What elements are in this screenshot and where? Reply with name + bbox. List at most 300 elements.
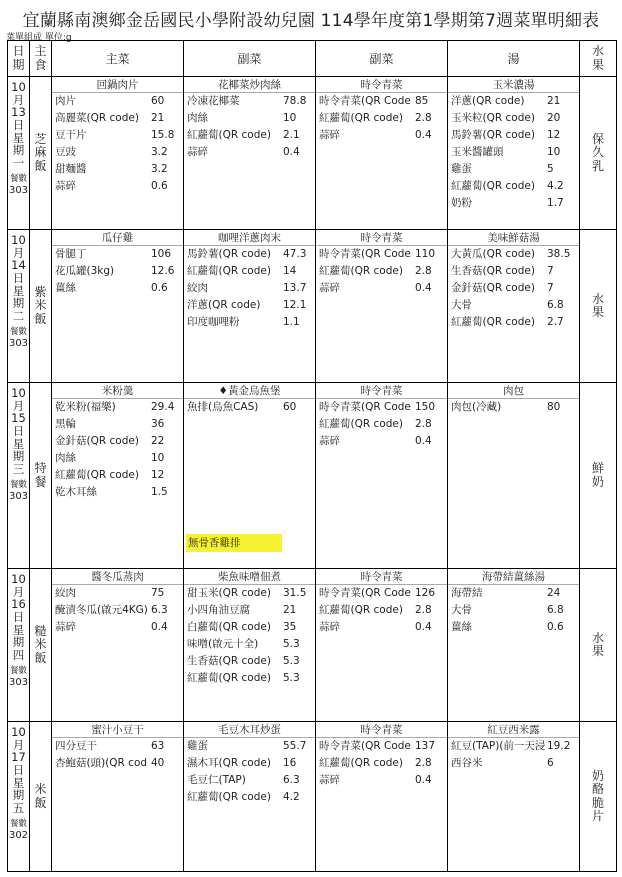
staple-vertical xyxy=(30,462,51,488)
date-char: 期 xyxy=(12,788,25,803)
ingredient-row xyxy=(448,161,579,178)
ingredient-row xyxy=(316,246,447,263)
ingredient-qty: 78.8 xyxy=(283,95,307,107)
fruit-char: 鮮 xyxy=(591,461,604,476)
ingredient-name: 甜麵醬 xyxy=(55,163,87,175)
date-vertical xyxy=(8,234,29,349)
ingredient-name: 馬鈴薯(QR code) xyxy=(451,129,535,141)
ingredient-name: 蒜碎 xyxy=(319,129,340,141)
ingredient-name: 紅蘿蔔(QR code) xyxy=(187,265,271,277)
ingredient-qty: 14 xyxy=(283,265,297,277)
ingredient-qty: 13.7 xyxy=(283,282,307,294)
ingredient-name: 花瓜罐(3kg) xyxy=(55,265,115,277)
ingredient-row xyxy=(448,755,579,772)
ingredient-name: 雞蛋 xyxy=(451,163,472,175)
staple-vertical xyxy=(30,625,51,665)
staple-vertical xyxy=(30,286,51,326)
ingredient-name: 高麗菜(QR code) xyxy=(55,112,139,124)
ingredient-qty: 40 xyxy=(151,757,165,769)
ingredient-qty: 110 xyxy=(415,248,436,260)
staple-cell xyxy=(30,77,52,230)
ingredient-name: 肉片 xyxy=(55,95,76,107)
ingredient-row xyxy=(184,619,315,636)
date-vertical xyxy=(8,81,29,196)
side2-dish-cell xyxy=(316,569,448,722)
date-char: 期 xyxy=(12,449,25,464)
ingredient-name: 大骨 xyxy=(451,604,472,616)
ingredient-qty: 47.3 xyxy=(283,248,307,260)
ingredient-row xyxy=(316,772,447,789)
ingredient-name: 骨腿丁 xyxy=(55,248,87,260)
fruit-char: 奶 xyxy=(591,474,604,489)
ingredient-name: 濕木耳(QR code) xyxy=(187,757,271,769)
menu-table xyxy=(7,40,617,872)
ingredient-row xyxy=(448,297,579,314)
ingredient-row xyxy=(184,93,315,110)
ingredient-qty: 5.3 xyxy=(283,638,300,650)
side2-dish-cell xyxy=(316,77,448,230)
ingredient-qty: 12 xyxy=(151,469,165,481)
ingredient-row xyxy=(448,585,579,602)
soup-dish-cell xyxy=(448,383,580,569)
ingredient-name: 毛豆仁(TAP) xyxy=(187,774,246,786)
dish-name: 咖哩洋蔥肉末 xyxy=(184,230,315,246)
ingredient-name: 冷凍花椰菜 xyxy=(187,95,240,107)
ingredient-name: 紅蘿蔔(QR code) xyxy=(319,757,403,769)
ingredient-name: 玉米醬罐頭 xyxy=(451,146,504,158)
date-cell xyxy=(8,230,30,383)
ingredient-name: 絞肉 xyxy=(55,587,76,599)
ingredient-name: 洋蔥(QR code) xyxy=(451,95,525,107)
ingredient-row xyxy=(184,602,315,619)
meal-count-label: 餐數 xyxy=(9,480,27,491)
day-row xyxy=(8,77,617,230)
ingredient-qty: 5 xyxy=(547,163,554,175)
fruit-char: 片 xyxy=(591,808,604,823)
ingredient-row xyxy=(184,110,315,127)
ingredient-row xyxy=(184,263,315,280)
ingredient-name: 味噌(啟元十全) xyxy=(187,638,259,650)
ingredient-name: 時令青菜(QR Code xyxy=(319,740,411,752)
meal-count-value: 303 xyxy=(8,676,29,688)
meal-count-label: 餐數 xyxy=(9,174,27,185)
ingredient-row xyxy=(184,127,315,144)
ingredient-row xyxy=(316,619,447,636)
ingredient-qty: 2.1 xyxy=(283,129,300,141)
ingredient-name: 海帶結 xyxy=(451,587,483,599)
date-char: 星 xyxy=(12,130,25,145)
ingredient-qty: 80 xyxy=(547,401,561,413)
staple-char: 飯 xyxy=(34,795,47,810)
main-dish-cell xyxy=(52,230,184,383)
soup-dish-cell xyxy=(448,230,580,383)
staple-vertical xyxy=(30,133,51,173)
ingredient-row xyxy=(52,93,183,110)
ingredient-qty: 6.8 xyxy=(547,299,564,311)
ingredient-qty: 6.3 xyxy=(151,604,168,616)
ingredient-name: 奶粉 xyxy=(451,197,472,209)
fruit-char: 保 xyxy=(591,132,604,147)
ingredient-qty: 4.2 xyxy=(547,180,564,192)
ingredient-qty: 10 xyxy=(151,452,165,464)
ingredient-name: 肉絲 xyxy=(55,452,76,464)
fruit-char: 水 xyxy=(591,630,604,645)
staple-vertical xyxy=(30,783,51,809)
ingredient-qty: 10 xyxy=(283,112,297,124)
fruit-vertical xyxy=(580,133,616,173)
date-char: 10 xyxy=(11,725,26,739)
ingredient-qty: 31.5 xyxy=(283,587,307,599)
ingredient-row xyxy=(448,127,579,144)
ingredient-row xyxy=(316,263,447,280)
ingredient-name: 洋蔥(QR code) xyxy=(187,299,261,311)
soup-dish-cell xyxy=(448,77,580,230)
ingredient-qty: 0.4 xyxy=(151,621,168,633)
ingredient-row xyxy=(184,738,315,755)
day-row xyxy=(8,230,617,383)
ingredient-qty: 16 xyxy=(283,757,297,769)
main-dish-cell xyxy=(52,569,184,722)
side1-dish-cell xyxy=(184,230,316,383)
day-row xyxy=(8,722,617,872)
ingredient-qty: 0.4 xyxy=(415,774,432,786)
date-char: 四 xyxy=(12,647,25,662)
fruit-char: 果 xyxy=(591,644,604,658)
date-char: 日 xyxy=(12,762,25,777)
staple-char: 餐 xyxy=(34,474,47,489)
ingredient-name: 四分豆干 xyxy=(55,740,97,752)
date-char: 月 xyxy=(12,584,25,599)
ingredient-qty: 3.2 xyxy=(151,146,168,158)
ingredient-qty: 7 xyxy=(547,282,554,294)
ingredient-name: 紅蘿蔔(QR code) xyxy=(319,418,403,430)
ingredient-qty: 6 xyxy=(547,757,554,769)
dish-name: 海帶結薑絲湯 xyxy=(448,569,579,585)
ingredient-name: 醃漬冬瓜(啟元4KG) xyxy=(55,604,148,616)
meal-count-value: 302 xyxy=(8,829,29,841)
ingredient-row xyxy=(52,280,183,297)
ingredient-row xyxy=(316,110,447,127)
date-vertical xyxy=(8,387,29,502)
date-char: 星 xyxy=(12,622,25,637)
day-row xyxy=(8,383,617,569)
ingredient-name: 肉包(冷藏) xyxy=(451,401,502,413)
ingredient-qty: 19.2 xyxy=(547,740,571,752)
staple-char: 飯 xyxy=(34,311,47,326)
ingredient-qty: 63 xyxy=(151,740,165,752)
ingredient-name: 絞肉 xyxy=(187,282,208,294)
ingredient-row xyxy=(448,602,579,619)
fruit-cell xyxy=(580,77,617,230)
ingredient-qty: 0.4 xyxy=(415,129,432,141)
ingredient-qty: 2.7 xyxy=(547,316,564,328)
staple-cell xyxy=(30,230,52,383)
dish-name: 時令青菜 xyxy=(316,722,447,738)
ingredient-qty: 126 xyxy=(415,587,436,599)
dish-name: 毛豆木耳炒蛋 xyxy=(184,722,315,738)
ingredient-name: 蒜碎 xyxy=(319,621,340,633)
date-char: 二 xyxy=(12,308,25,323)
ingredient-row xyxy=(184,280,315,297)
fruit-cell xyxy=(580,722,617,872)
ingredient-qty: 12.6 xyxy=(151,265,175,277)
fruit-char: 水 xyxy=(591,291,604,306)
staple-char: 米 xyxy=(34,782,47,797)
fruit-char: 乳 xyxy=(591,158,604,173)
ingredient-qty: 0.4 xyxy=(283,146,300,158)
ingredient-row xyxy=(184,144,315,161)
header-side2: 副菜 xyxy=(316,41,448,77)
soup-dish-cell xyxy=(448,569,580,722)
ingredient-row xyxy=(316,280,447,297)
ingredient-qty: 0.6 xyxy=(151,180,168,192)
meal-count-label: 餐數 xyxy=(9,819,27,830)
ingredient-name: 印度咖哩粉 xyxy=(187,316,240,328)
meal-count-value: 303 xyxy=(8,184,29,196)
ingredient-row xyxy=(448,399,579,416)
ingredient-name: 薑絲 xyxy=(451,621,472,633)
date-char: 月 xyxy=(12,245,25,260)
ingredient-row xyxy=(448,195,579,212)
ingredient-name: 甜玉米(QR code) xyxy=(187,587,271,599)
ingredient-name: 紅蘿蔔(QR code) xyxy=(319,265,403,277)
staple-char: 麻 xyxy=(34,145,47,160)
ingredient-row xyxy=(52,433,183,450)
main-dish-cell xyxy=(52,722,184,872)
meal-count-value: 303 xyxy=(8,490,29,502)
dish-name: 花椰菜炒肉絲 xyxy=(184,77,315,93)
ingredient-row xyxy=(184,653,315,670)
ingredient-name: 紅蘿蔔(QR code) xyxy=(319,604,403,616)
ingredient-name: 生香菇(QR code) xyxy=(451,265,535,277)
ingredient-qty: 36 xyxy=(151,418,165,430)
header-fruit: 水 果 xyxy=(580,41,617,77)
ingredient-name: 黑輪 xyxy=(55,418,76,430)
ingredient-row xyxy=(184,297,315,314)
ingredient-qty: 12 xyxy=(547,129,561,141)
staple-cell xyxy=(30,383,52,569)
ingredient-qty: 137 xyxy=(415,740,436,752)
fruit-vertical xyxy=(580,462,616,488)
ingredient-name: 紅蘿蔔(QR code) xyxy=(55,469,139,481)
staple-cell xyxy=(30,722,52,872)
ingredient-qty: 24 xyxy=(547,587,561,599)
ingredient-row xyxy=(316,416,447,433)
header-main: 主菜 xyxy=(52,41,184,77)
fruit-cell xyxy=(580,383,617,569)
ingredient-name: 豆干片 xyxy=(55,129,87,141)
date-char: 日 xyxy=(12,270,25,285)
meal-count-value: 303 xyxy=(8,337,29,349)
dish-name: 時令青菜 xyxy=(316,230,447,246)
date-vertical xyxy=(8,573,29,688)
ingredient-qty: 35 xyxy=(283,621,297,633)
side2-dish-cell xyxy=(316,383,448,569)
ingredient-name: 大黃瓜(QR code) xyxy=(451,248,535,260)
ingredient-qty: 2.8 xyxy=(415,604,432,616)
ingredient-name: 紅蘿蔔(QR code) xyxy=(187,129,271,141)
ingredient-name: 雞蛋 xyxy=(187,740,208,752)
staple-char: 飯 xyxy=(34,650,47,665)
ingredient-name: 小四角油豆腐 xyxy=(187,604,250,616)
ingredient-name: 蒜碎 xyxy=(319,282,340,294)
dish-name: 玉米濃湯 xyxy=(448,77,579,93)
date-char: 15 xyxy=(11,411,26,426)
ingredient-row xyxy=(316,399,447,416)
dish-name: 時令青菜 xyxy=(316,383,447,399)
ingredient-qty: 55.7 xyxy=(283,740,307,752)
date-char: 17 xyxy=(11,750,26,765)
staple-char: 飯 xyxy=(34,158,47,173)
staple-char: 特 xyxy=(34,461,47,476)
side1-dish-cell xyxy=(184,77,316,230)
date-char: 10 xyxy=(11,572,26,586)
soup-dish-cell xyxy=(448,722,580,872)
ingredient-row xyxy=(184,314,315,331)
ingredient-qty: 15.8 xyxy=(151,129,175,141)
date-char: 星 xyxy=(12,775,25,790)
date-char: 日 xyxy=(12,423,25,438)
ingredient-row xyxy=(316,585,447,602)
ingredient-qty: 21 xyxy=(547,95,561,107)
ingredient-qty: 2.8 xyxy=(415,265,432,277)
ingredient-name: 肉絲 xyxy=(187,112,208,124)
unit-label: 菜單組成 單位:g xyxy=(6,33,72,43)
ingredient-name: 馬鈴薯(QR code) xyxy=(187,248,271,260)
ingredient-row xyxy=(184,772,315,789)
date-char: 10 xyxy=(11,233,26,247)
main-dish-cell xyxy=(52,77,184,230)
date-char: 期 xyxy=(12,143,25,158)
fruit-vertical xyxy=(580,632,616,658)
ingredient-qty: 5.3 xyxy=(283,672,300,684)
date-char: 10 xyxy=(11,386,26,400)
ingredient-row xyxy=(184,789,315,806)
ingredient-name: 乾木耳絲 xyxy=(55,486,97,498)
date-char: 三 xyxy=(12,461,25,476)
ingredient-name: 生香菇(QR code) xyxy=(187,655,271,667)
ingredient-row xyxy=(52,416,183,433)
ingredient-row xyxy=(316,433,447,450)
ingredient-row xyxy=(52,110,183,127)
date-cell xyxy=(8,569,30,722)
header-soup: 湯 xyxy=(448,41,580,77)
fruit-char: 久 xyxy=(591,145,604,160)
date-cell xyxy=(8,383,30,569)
ingredient-row xyxy=(184,399,315,416)
ingredient-qty: 0.4 xyxy=(415,621,432,633)
fruit-char: 脆 xyxy=(591,795,604,810)
staple-char: 糙 xyxy=(34,624,47,639)
dish-name: 肉包 xyxy=(448,383,579,399)
date-char: 期 xyxy=(12,296,25,311)
ingredient-row xyxy=(52,738,183,755)
date-char: 期 xyxy=(12,635,25,650)
fruit-char: 果 xyxy=(591,305,604,319)
ingredient-qty: 20 xyxy=(547,112,561,124)
ingredient-name: 豆豉 xyxy=(55,146,76,158)
date-cell xyxy=(8,77,30,230)
ingredient-name: 紅蘿蔔(QR code) xyxy=(187,791,271,803)
date-cell xyxy=(8,722,30,872)
ingredient-row xyxy=(448,314,579,331)
header-row xyxy=(8,41,617,77)
fruit-char: 奶 xyxy=(591,769,604,784)
ingredient-row xyxy=(448,110,579,127)
ingredient-row xyxy=(448,178,579,195)
date-char: 五 xyxy=(12,800,25,815)
ingredient-qty: 60 xyxy=(151,95,165,107)
ingredient-qty: 150 xyxy=(415,401,436,413)
staple-char: 米 xyxy=(34,298,47,313)
ingredient-qty: 1.1 xyxy=(283,316,300,328)
ingredient-row xyxy=(316,738,447,755)
staple-char: 芝 xyxy=(34,132,47,147)
ingredient-qty: 75 xyxy=(151,587,165,599)
ingredient-row xyxy=(184,636,315,653)
ingredient-qty: 29.4 xyxy=(151,401,175,413)
ingredient-name: 乾米粉(福樂) xyxy=(55,401,116,413)
ingredient-qty: 0.4 xyxy=(415,282,432,294)
ingredient-name: 玉米粒(QR code) xyxy=(451,112,535,124)
ingredient-qty: 5.3 xyxy=(283,655,300,667)
ingredient-name: 西谷米 xyxy=(451,757,483,769)
date-char: 10 xyxy=(11,80,26,94)
ingredient-row xyxy=(448,280,579,297)
ingredient-name: 大骨 xyxy=(451,299,472,311)
staple-cell xyxy=(30,569,52,722)
ingredient-name: 紅豆(TAP)(前一天浸 xyxy=(451,740,546,752)
fruit-vertical xyxy=(580,770,616,823)
header-staple: 主 食 xyxy=(30,41,52,77)
ingredient-qty: 2.8 xyxy=(415,418,432,430)
dish-name: 米粉羹 xyxy=(52,383,183,399)
page-title: 宜蘭縣南澳鄉金岳國民小學附設幼兒園 114學年度第1學期第7週菜單明細表 xyxy=(22,11,600,31)
ingredient-row xyxy=(184,670,315,687)
meal-count-label: 餐數 xyxy=(9,327,27,338)
ingredient-row xyxy=(52,467,183,484)
header-side1: 副菜 xyxy=(184,41,316,77)
meal-count-label: 餐數 xyxy=(9,666,27,677)
ingredient-name: 魚排(烏魚CAS) xyxy=(187,401,259,413)
ingredient-row xyxy=(52,161,183,178)
ingredient-qty: 0.6 xyxy=(151,282,168,294)
side1-dish-cell xyxy=(184,569,316,722)
ingredient-row xyxy=(448,738,579,755)
ingredient-row xyxy=(52,127,183,144)
ingredient-row xyxy=(316,127,447,144)
ingredient-row xyxy=(184,585,315,602)
ingredient-qty: 85 xyxy=(415,95,429,107)
ingredient-qty: 2.8 xyxy=(415,112,432,124)
ingredient-qty: 3.2 xyxy=(151,163,168,175)
ingredient-qty: 10 xyxy=(547,146,561,158)
ingredient-qty: 21 xyxy=(151,112,165,124)
ingredient-qty: 0.4 xyxy=(415,435,432,447)
ingredient-name: 時令青菜(QR Code xyxy=(319,401,411,413)
dish-name: 醬冬瓜蒸肉 xyxy=(52,569,183,585)
ingredient-name: 金針菇(QR code) xyxy=(55,435,139,447)
dish-name: 回鍋肉片 xyxy=(52,77,183,93)
ingredient-name: 時令青菜(QR Code xyxy=(319,248,411,260)
dish-name: ♦黃金烏魚堡 xyxy=(184,383,315,399)
ingredient-qty: 6.8 xyxy=(547,604,564,616)
side1-dish-cell xyxy=(184,722,316,872)
dish-name: 蜜汁小豆干 xyxy=(52,722,183,738)
date-char: 星 xyxy=(12,436,25,451)
ingredient-name: 蒜碎 xyxy=(319,774,340,786)
ingredient-qty: 1.5 xyxy=(151,486,168,498)
